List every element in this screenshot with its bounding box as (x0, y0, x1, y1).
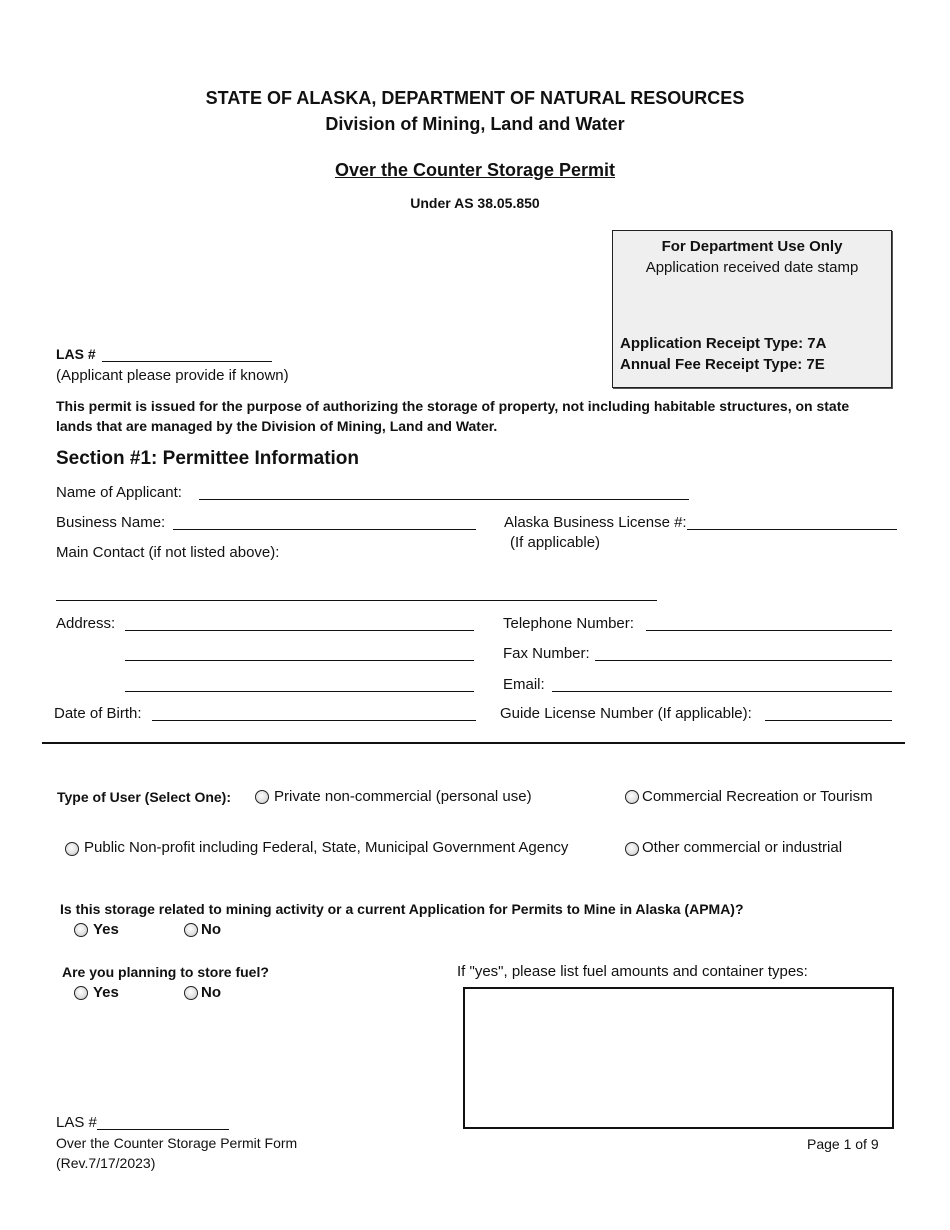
page-number: Page 1 of 9 (807, 1136, 879, 1152)
las-number-field[interactable] (102, 361, 272, 362)
fuel-no-label: No (201, 984, 221, 1001)
main-contact-field[interactable] (56, 600, 657, 601)
application-receipt-type: Application Receipt Type: 7A (620, 335, 827, 352)
dept-box-title: For Department Use Only (661, 238, 843, 255)
address-field-line-3[interactable] (125, 691, 474, 692)
radio-mining-yes[interactable] (74, 923, 88, 937)
date-of-birth-label: Date of Birth: (54, 705, 142, 722)
footer-revision: (Rev.7/17/2023) (56, 1155, 156, 1171)
business-license-field[interactable] (687, 529, 897, 530)
mining-no-label: No (201, 921, 221, 938)
fax-field[interactable] (595, 660, 892, 661)
mining-question: Is this storage related to mining activity or a current Application for Permits to Mine in Alaska (APMA)? (60, 901, 744, 917)
department-use-box (612, 230, 892, 388)
section-1-heading: Section #1: Permittee Information (56, 448, 360, 469)
footer-las-field[interactable] (97, 1129, 229, 1130)
division-title: Division of Mining, Land and Water (325, 114, 625, 134)
fax-label: Fax Number: (503, 645, 590, 662)
user-type-label: Type of User (Select One): (57, 789, 232, 805)
business-name-label: Business Name: (56, 514, 166, 531)
business-name-field[interactable] (173, 529, 476, 530)
dept-box-date-stamp-label: Application received date stamp (645, 259, 859, 276)
address-field-line-1[interactable] (125, 630, 474, 631)
form-title: Over the Counter Storage Permit (334, 160, 616, 180)
guide-license-label: Guide License Number (If applicable): (500, 705, 752, 722)
statute-reference: Under AS 38.05.850 (410, 195, 540, 211)
email-label: Email: (503, 676, 545, 693)
las-note: (Applicant please provide if known) (56, 367, 289, 384)
guide-license-field[interactable] (765, 720, 892, 721)
radio-other-commercial[interactable] (625, 842, 639, 856)
radio-private-non-commercial[interactable] (255, 790, 269, 804)
email-field[interactable] (552, 691, 892, 692)
date-of-birth-field[interactable] (152, 720, 476, 721)
radio-fuel-no[interactable] (184, 986, 198, 1000)
radio-public-non-profit[interactable] (65, 842, 79, 856)
fuel-details-prompt: If "yes", please list fuel amounts and container types: (457, 963, 808, 980)
telephone-field[interactable] (646, 630, 892, 631)
address-label: Address: (56, 615, 116, 632)
section-divider (42, 742, 905, 744)
mining-yes-label: Yes (93, 921, 119, 938)
purpose-statement-line-1: This permit is issued for the purpose of authorizing the storage of property, not including habitable structures, on state (56, 398, 850, 414)
address-field-line-2[interactable] (125, 660, 474, 661)
radio-mining-no[interactable] (184, 923, 198, 937)
telephone-label: Telephone Number: (503, 615, 634, 632)
name-of-applicant-field[interactable] (199, 499, 689, 500)
radio-fuel-yes[interactable] (74, 986, 88, 1000)
business-license-label: Alaska Business License #: (504, 514, 687, 531)
annual-fee-receipt-type: Annual Fee Receipt Type: 7E (620, 356, 825, 373)
footer-form-name: Over the Counter Storage Permit Form (56, 1135, 298, 1151)
fuel-details-textarea[interactable] (463, 987, 894, 1129)
option-other-commercial: Other commercial or industrial (642, 839, 843, 856)
business-license-note: (If applicable) (510, 534, 601, 551)
agency-title: STATE OF ALASKA, DEPARTMENT OF NATURAL RESOURCES (205, 88, 745, 108)
option-public-non-profit: Public Non-profit including Federal, State, Municipal Government Agency (84, 839, 569, 856)
name-of-applicant-label: Name of Applicant: (56, 484, 182, 501)
fuel-yes-label: Yes (93, 984, 119, 1001)
option-commercial-recreation: Commercial Recreation or Tourism (642, 788, 873, 805)
main-contact-label: Main Contact (if not listed above): (56, 544, 280, 561)
footer-las-label: LAS # (56, 1114, 97, 1131)
las-label: LAS # (56, 346, 96, 362)
purpose-statement-line-2: lands that are managed by the Division of Mining, Land and Water. (56, 418, 498, 434)
fuel-question: Are you planning to store fuel? (62, 964, 269, 980)
radio-commercial-recreation[interactable] (625, 790, 639, 804)
option-private-non-commercial: Private non-commercial (personal use) (274, 788, 532, 805)
